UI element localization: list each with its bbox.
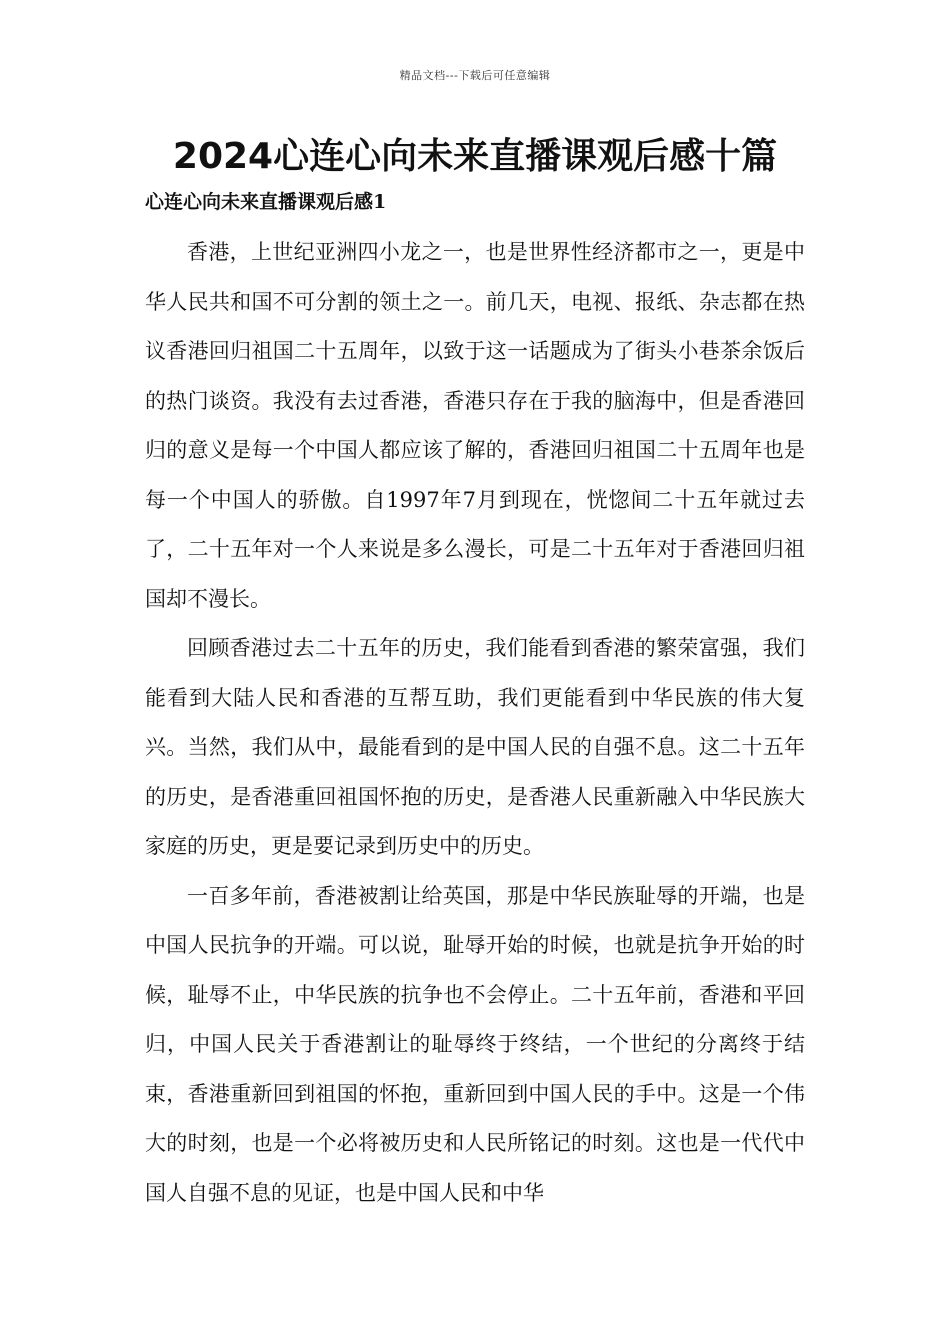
section-heading: 心连心向未来直播课观后感1	[145, 191, 387, 213]
document-body	[145, 228, 805, 1218]
paragraph: 香港，上世纪亚洲四小龙之一，也是世界性经济都市之一，更是中华人民共和国不可分割的领土之一。前几天，电视、报纸、杂志都在热议香港回归祖国二十五周年，以致于这一话题成为了街头小巷茶余饭后的热门谈资。我没有去过香港，香港只存在于我的脑海中，但是香港回归的意义是每一个中国人都应该了解的，香港回归祖国二十五周年也是每一个中国人的骄傲。自1997年7月到现在，恍惚间二十五年就过去了，二十五年对一个人来说是多么漫长，可是二十五年对于香港回归祖国却不漫长。	[145, 240, 805, 611]
document-title: 2024心连心向未来直播课观后感十篇	[172, 136, 778, 177]
paragraph: 一百多年前，香港被割让给英国，那是中华民族耻辱的开端，也是中国人民抗争的开端。可以说，耻辱开始的时候，也就是抗争开始的时候，耻辱不止，中华民族的抗争也不会停止。二十五年前，香港和平回归，中国人民关于香港割让的耻辱终于终结，一个世纪的分离终于结束，香港重新回到祖国的怀抱，重新回到中国人民的手中。这是一个伟大的时刻，也是一个必将被历史和人民所铭记的时刻。这也是一代代中国人自强不息的见证，也是中国人民和中华	[145, 883, 805, 1205]
page-header-note: 精品文档---下载后可任意编辑	[399, 69, 551, 82]
paragraph: 回顾香港过去二十五年的历史，我们能看到香港的繁荣富强，我们能看到大陆人民和香港的互帮互助，我们更能看到中华民族的伟大复兴。当然，我们从中，最能看到的是中国人民的自强不息。这二十五年的历史，是香港重回祖国怀抱的历史，是香港人民重新融入中华民族大家庭的历史，更是要记录到历史中的历史。	[145, 636, 805, 858]
